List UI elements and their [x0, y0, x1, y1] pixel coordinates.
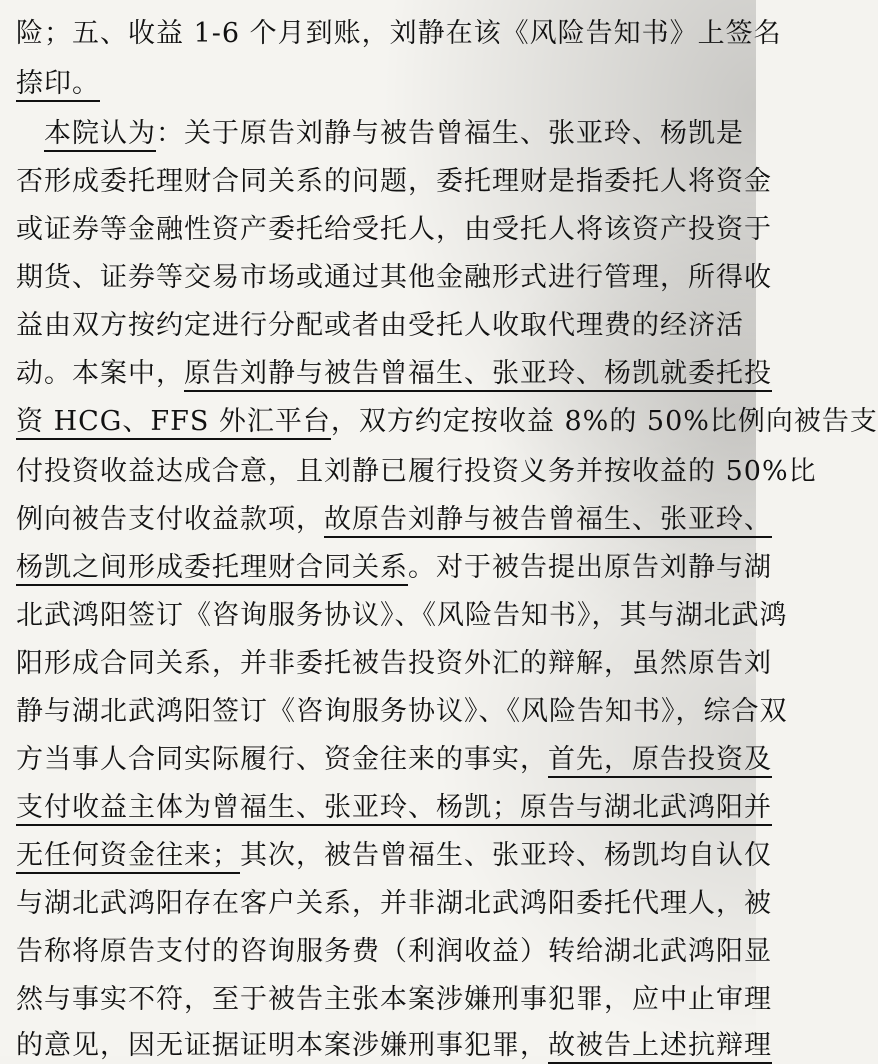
text-segment: ，双方约定按收益 8%的 50%比例向被告支	[330, 406, 878, 437]
text-segment: 静与湖北武鸿阳签订《咨询服务协议》、《风险告知书》，综合双	[16, 696, 788, 727]
text-line	[16, 888, 772, 920]
text-line	[16, 68, 724, 100]
text-line	[16, 262, 772, 294]
text-line	[16, 358, 772, 390]
text-segment: 付投资收益达成合意，且刘静已履行投资义务并按收益的 50%比	[16, 456, 817, 487]
text-line	[16, 18, 782, 50]
underlined-segment: 捺印。	[16, 68, 100, 102]
text-line	[16, 214, 772, 246]
text-line	[16, 792, 772, 824]
text-line	[16, 744, 772, 776]
text-line	[16, 840, 772, 872]
underlined-segment: 无任何资金往来；	[16, 840, 240, 874]
text-segment: 险；五、收益 1-6 个月到账，刘静在该《风险告知书》上签名	[16, 18, 782, 49]
text-line	[16, 504, 772, 536]
text-segment: 然与事实不符，至于被告主张本案涉嫌刑事犯罪，应中止审理	[16, 984, 772, 1015]
text-line	[16, 648, 772, 680]
text-segment: 方当事人合同实际履行、资金往来的事实，	[16, 744, 548, 775]
text-segment: 告称将原告支付的咨询服务费（利润收益）转给湖北武鸿阳显	[16, 936, 772, 967]
text-line	[16, 310, 744, 342]
text-line	[16, 600, 788, 632]
text-segment: 否形成委托理财合同关系的问题，委托理财是指委托人将资金	[16, 166, 772, 197]
text-segment: 北武鸿阳签订《咨询服务协议》、《风险告知书》，其与湖北武鸿	[16, 600, 788, 631]
text-segment: ：关于原告刘静与被告曾福生、张亚玲、杨凯是	[156, 118, 744, 149]
text-segment: 的意见，因无证据证明本案涉嫌刑事犯罪，	[16, 1030, 548, 1061]
text-segment: 阳形成合同关系，并非委托被告投资外汇的辩解，虽然原告刘	[16, 648, 772, 679]
text-segment: 或证券等金融性资产委托给受托人，由受托人将该资产投资于	[16, 214, 772, 245]
text-segment	[16, 118, 44, 149]
underlined-segment: 杨凯之间形成委托理财合同关系	[16, 552, 408, 586]
text-line	[16, 696, 788, 728]
text-line	[16, 456, 817, 488]
text-line	[16, 936, 772, 968]
text-line	[16, 118, 744, 150]
underlined-segment: 资 HCG、FFS 外汇平台	[16, 406, 331, 440]
underlined-segment: 支付收益主体为曾福生、张亚玲、杨凯；原告与湖北武鸿阳并	[16, 792, 772, 826]
text-line	[16, 1030, 772, 1062]
text-line	[16, 984, 772, 1016]
text-segment: 。对于被告提出原告刘静与湖	[408, 552, 772, 583]
text-line	[16, 166, 772, 198]
text-line	[16, 406, 878, 438]
text-segment: 例向被告支付收益款项，	[16, 504, 324, 535]
text-segment: 益由双方按约定进行分配或者由受托人收取代理费的经济活	[16, 310, 744, 341]
underlined-segment: 首先，原告投资及	[548, 744, 772, 778]
text-line	[16, 552, 772, 584]
underlined-segment: 原告刘静与被告曾福生、张亚玲、杨凯就委托投	[184, 358, 772, 392]
underlined-segment: 故被告上述抗辩理	[548, 1030, 772, 1064]
text-segment: 动。本案中，	[16, 358, 184, 389]
text-segment: 其次，被告曾福生、张亚玲、杨凯均自认仅	[240, 840, 772, 871]
underlined-segment: 故原告刘静与被告曾福生、张亚玲、	[324, 504, 772, 538]
text-segment: 与湖北武鸿阳存在客户关系，并非湖北武鸿阳委托代理人，被	[16, 888, 772, 919]
underlined-segment: 本院认为	[44, 118, 156, 152]
text-segment: 期货、证券等交易市场或通过其他金融形式进行管理，所得收	[16, 262, 772, 293]
